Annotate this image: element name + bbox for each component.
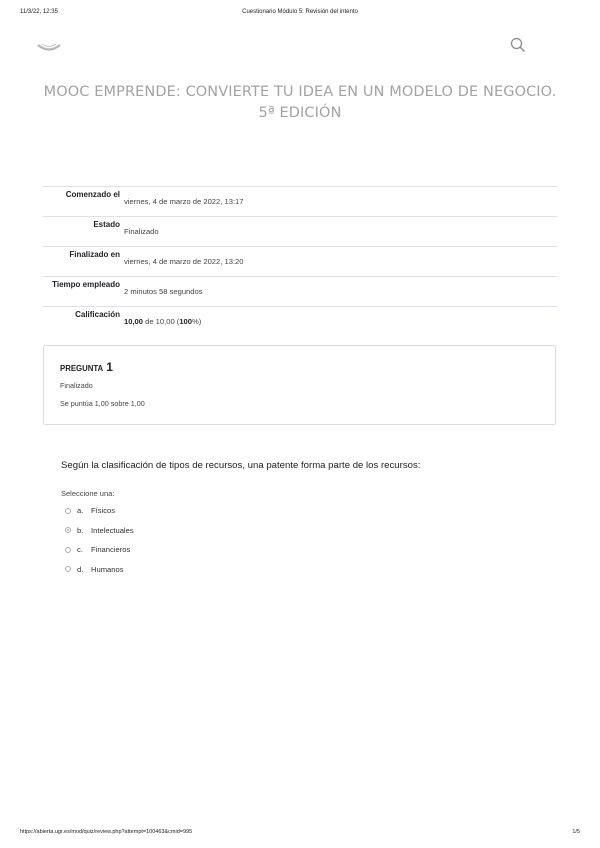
summary-value: viernes, 4 de marzo de 2022, 13:20 — [124, 257, 244, 266]
answer-option-b[interactable] — [65, 521, 134, 541]
option-label: Físicos — [91, 506, 116, 516]
answer-option-a[interactable] — [65, 501, 134, 521]
course-title: MOOC EMPRENDE: CONVIERTE TU IDEA EN UN MODELO DE NEGOCIO. 5ª EDICIÓN — [43, 84, 557, 121]
print-datetime: 11/3/22, 12:35 — [20, 9, 58, 15]
summary-row-state — [43, 217, 557, 247]
question-number: 1 — [106, 360, 113, 374]
question-heading-label: PREGUNTA — [60, 364, 104, 373]
summary-row-finished — [43, 247, 557, 277]
question-info-box — [43, 345, 556, 425]
radio-button-selected[interactable] — [65, 527, 71, 533]
grade-score: 10,00 — [124, 317, 144, 326]
option-letter: d. — [77, 564, 84, 574]
summary-row-started — [43, 187, 557, 217]
option-label: Financieros — [91, 545, 131, 555]
option-letter: c. — [77, 545, 83, 555]
answer-prompt: Seleccione una: — [61, 489, 115, 498]
search-icon[interactable] — [510, 37, 526, 53]
print-url: https://abierta.ugr.es/mod/quiz/review.php?attempt=100463&cmid=995 — [20, 829, 193, 835]
answer-options — [65, 501, 134, 579]
print-page-title: Cuestionario Módulo 5: Revisión del intento — [242, 9, 358, 15]
attempt-summary-table — [43, 186, 557, 336]
summary-value: Finalizado — [124, 227, 159, 236]
answer-option-d[interactable] — [65, 560, 134, 580]
radio-button[interactable] — [65, 508, 71, 514]
question-state: Finalizado — [60, 381, 93, 390]
pdf-print-header — [0, 9, 600, 21]
grade-percent: 100 — [179, 317, 192, 326]
summary-label: Calificación — [75, 310, 120, 319]
option-letter: a. — [77, 506, 84, 516]
summary-row-time — [43, 277, 557, 307]
summary-label: Estado — [93, 220, 120, 229]
answer-option-c[interactable] — [65, 540, 134, 560]
question-text: Según la clasificación de tipos de recursos, una patente forma parte de los recursos: — [61, 460, 421, 471]
summary-value: viernes, 4 de marzo de 2022, 13:17 — [124, 197, 244, 206]
summary-label: Finalizado en — [69, 250, 120, 259]
question-heading — [60, 360, 113, 374]
summary-label: Tiempo empleado — [52, 280, 120, 289]
logo-icon[interactable] — [36, 38, 62, 54]
summary-row-grade — [43, 307, 557, 336]
grade-middle: de 10,00 ( — [143, 317, 180, 326]
summary-value: 2 minutos 58 segundos — [124, 287, 203, 296]
summary-label: Comenzado el — [65, 190, 120, 199]
grade-end: %) — [192, 317, 202, 326]
print-page-number: 1/5 — [572, 829, 580, 835]
option-label: Humanos — [91, 564, 124, 574]
option-label: Intelectuales — [91, 525, 134, 535]
option-letter: b. — [77, 525, 84, 535]
radio-button[interactable] — [65, 566, 71, 572]
grade-value — [120, 307, 201, 336]
radio-button[interactable] — [65, 547, 71, 553]
question-grade: Se puntúa 1,00 sobre 1,00 — [60, 399, 145, 408]
